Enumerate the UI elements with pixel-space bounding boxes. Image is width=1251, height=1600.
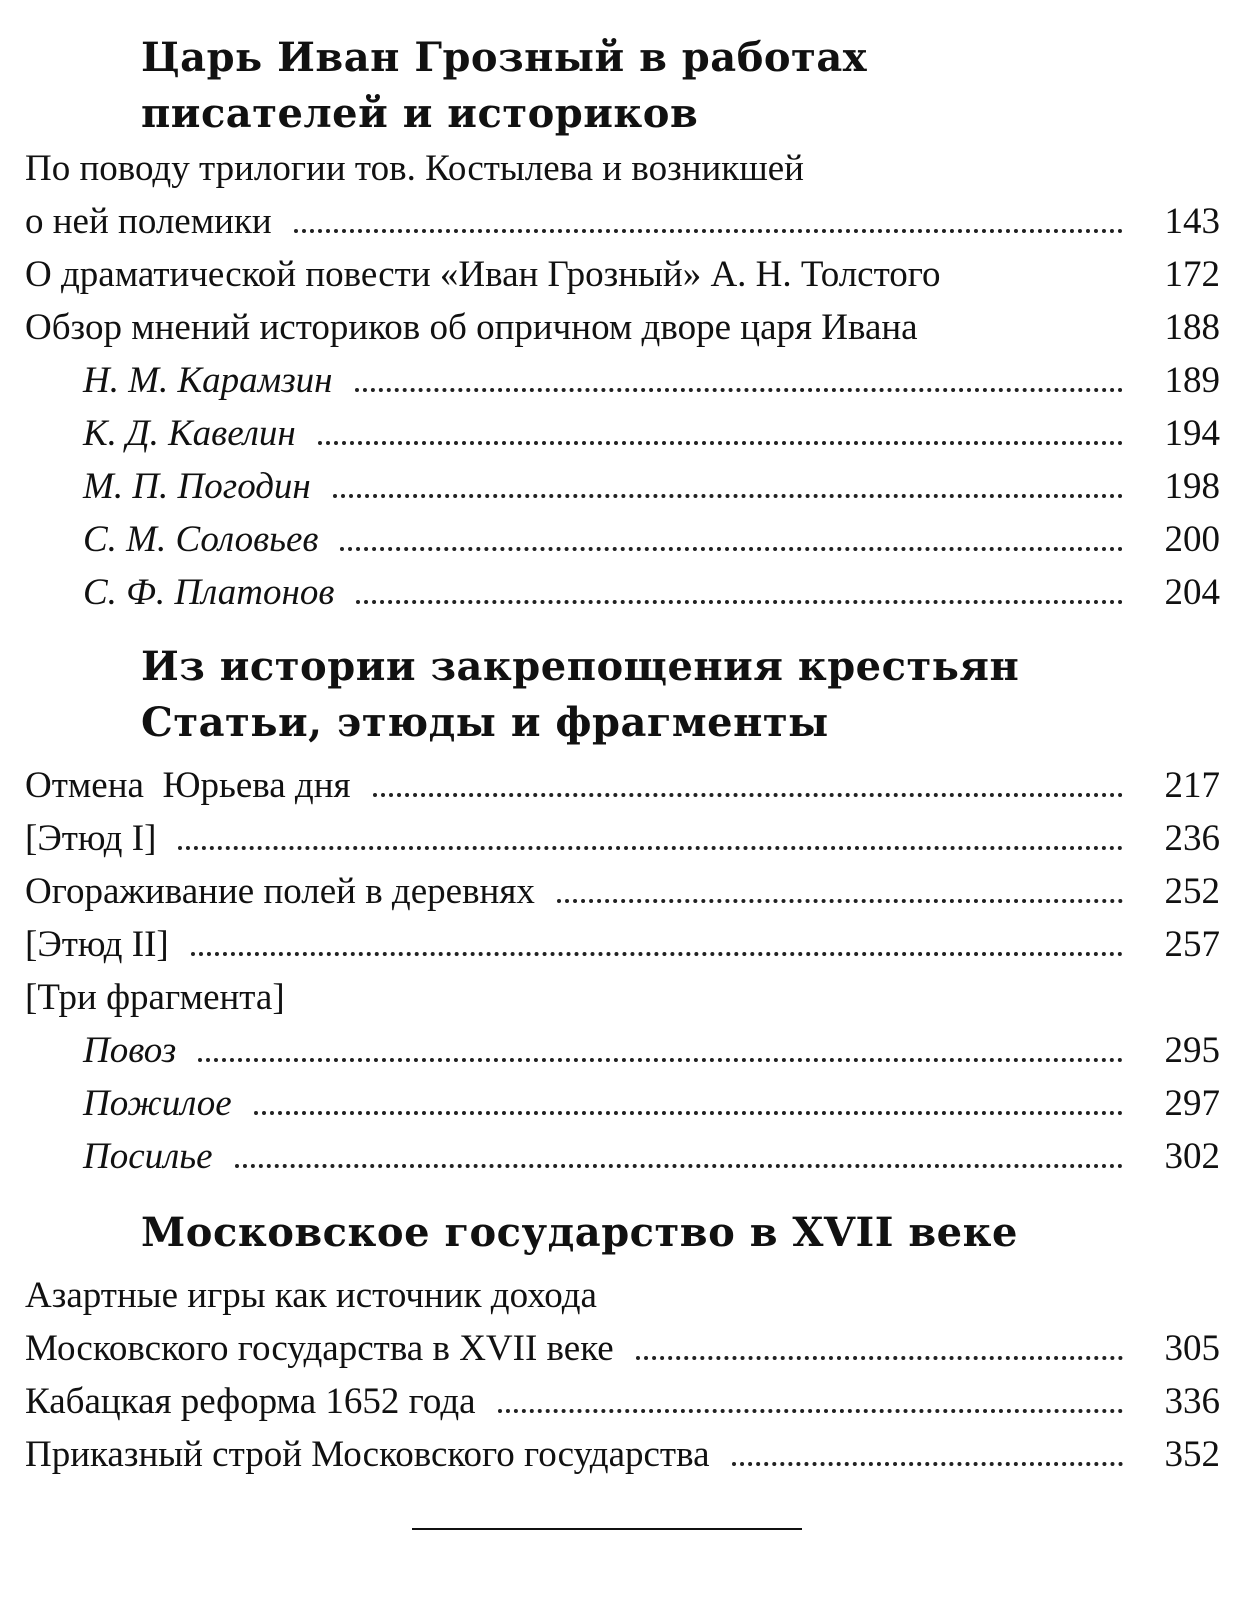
toc-entry-title: Кабацкая реформа 1652 года — [25, 1381, 476, 1422]
section-heading-line: Царь Иван Грозный в работах — [141, 34, 868, 81]
toc-entry — [25, 759, 1220, 812]
toc-entry-title: о ней полемики — [25, 201, 272, 242]
toc-entry-title: Приказный строй Московского государства — [25, 1434, 710, 1475]
toc-entry-title: [Этюд I] — [25, 818, 157, 859]
dot-leader — [355, 388, 1123, 392]
section-heading — [141, 1205, 1220, 1261]
toc-entry — [25, 812, 1220, 865]
toc-entry-page: 336 — [1164, 1381, 1220, 1422]
toc-entry-title: Повоз — [83, 1030, 177, 1071]
dot-leader — [926, 335, 1137, 339]
dot-leader — [356, 600, 1123, 604]
section-heading-line: писателей и историков — [141, 90, 699, 137]
toc-entry-title: К. Д. Кавелин — [83, 413, 296, 454]
dot-leader — [294, 229, 1123, 233]
dot-leader — [949, 282, 1137, 286]
toc-entry-page: 194 — [1164, 413, 1220, 454]
toc-entry-title: Московского государства в XVII веке — [25, 1328, 614, 1369]
toc-section-ivan-grozny — [25, 30, 1220, 619]
toc-entry-page: 236 — [1164, 818, 1220, 859]
dot-leader — [340, 547, 1123, 551]
toc-entry-page: 252 — [1164, 871, 1220, 912]
toc-entry — [25, 1130, 1220, 1183]
toc-entry-title: Пожилое — [83, 1083, 232, 1124]
toc-entry — [25, 971, 1220, 1024]
dot-leader — [732, 1462, 1124, 1466]
toc-entries — [25, 759, 1220, 1183]
toc-entry-page: 204 — [1164, 572, 1220, 613]
toc-entry — [25, 248, 1220, 301]
toc-entry-page: 172 — [1164, 254, 1220, 295]
section-heading — [141, 639, 1220, 751]
toc-entry-page: 352 — [1164, 1434, 1220, 1475]
toc-entry-title: Огораживание полей в деревнях — [25, 871, 535, 912]
dot-leader — [318, 441, 1123, 445]
toc-entry-title: М. П. Погодин — [83, 466, 311, 507]
dot-leader — [636, 1356, 1123, 1360]
toc-section-muscovy — [25, 1205, 1220, 1481]
toc-entry-title: [Три фрагмента] — [25, 977, 285, 1018]
section-heading-line: Статьи, этюды и фрагменты — [141, 699, 829, 746]
toc-entries — [25, 142, 1220, 619]
footer-rule — [412, 1528, 802, 1530]
toc-entry-page: 295 — [1164, 1030, 1220, 1071]
dot-leader — [254, 1111, 1123, 1115]
toc-entry-title-line: Азартные игры как источник дохода — [25, 1275, 597, 1316]
toc-entry-title-line: По поводу трилогии тов. Костылева и возникшей — [25, 148, 804, 189]
toc-entry-page: 189 — [1164, 360, 1220, 401]
toc-entry-page: 302 — [1164, 1136, 1220, 1177]
dot-leader — [235, 1164, 1123, 1168]
toc-entry-title: С. Ф. Платонов — [83, 572, 335, 613]
toc-entry — [25, 1269, 1220, 1375]
toc-entry-page: 143 — [1164, 201, 1220, 242]
toc-entry — [25, 1077, 1220, 1130]
toc-entry-page: 188 — [1164, 307, 1220, 348]
section-heading-line: Из истории закрепощения крестьян — [141, 643, 1020, 690]
toc-entry-page: 198 — [1164, 466, 1220, 507]
toc-entry — [25, 865, 1220, 918]
toc-entry-page: 200 — [1164, 519, 1220, 560]
toc-entry-page: 297 — [1164, 1083, 1220, 1124]
toc-entry — [25, 407, 1220, 460]
table-of-contents — [25, 30, 1220, 1481]
toc-entry-title: С. М. Соловьев — [83, 519, 319, 560]
toc-entry-title: Отмена Юрьева дня — [25, 765, 351, 806]
dot-leader — [198, 1058, 1123, 1062]
toc-entry-title: Обзор мнений историков об опричном дворе царя Ивана — [25, 307, 918, 348]
toc-entry-title: Посилье — [83, 1136, 213, 1177]
toc-entry — [25, 460, 1220, 513]
toc-section-serfdom — [25, 639, 1220, 1183]
toc-entry — [25, 1024, 1220, 1077]
toc-entry — [25, 142, 1220, 248]
dot-leader — [498, 1409, 1123, 1413]
section-heading-line: Московское государство в XVII веке — [141, 1209, 1018, 1256]
toc-entry — [25, 1428, 1220, 1481]
section-heading — [141, 30, 1220, 142]
toc-entry-page: 305 — [1164, 1328, 1220, 1369]
toc-entry — [25, 513, 1220, 566]
toc-entries — [25, 1269, 1220, 1481]
dot-leader — [191, 952, 1123, 956]
toc-entry — [25, 301, 1220, 354]
toc-entry-title: О драматической повести «Иван Грозный» А. Н. Толстого — [25, 254, 941, 295]
toc-entry-title: [Этюд II] — [25, 924, 169, 965]
toc-entry-page: 257 — [1164, 924, 1220, 965]
toc-entry — [25, 566, 1220, 619]
toc-entry — [25, 918, 1220, 971]
toc-entry-title: Н. М. Карамзин — [83, 360, 333, 401]
toc-entry — [25, 354, 1220, 407]
dot-leader — [178, 846, 1123, 850]
dot-leader — [373, 793, 1123, 797]
dot-leader — [333, 494, 1123, 498]
toc-entry — [25, 1375, 1220, 1428]
dot-leader — [557, 899, 1123, 903]
toc-entry-page: 217 — [1164, 765, 1220, 806]
